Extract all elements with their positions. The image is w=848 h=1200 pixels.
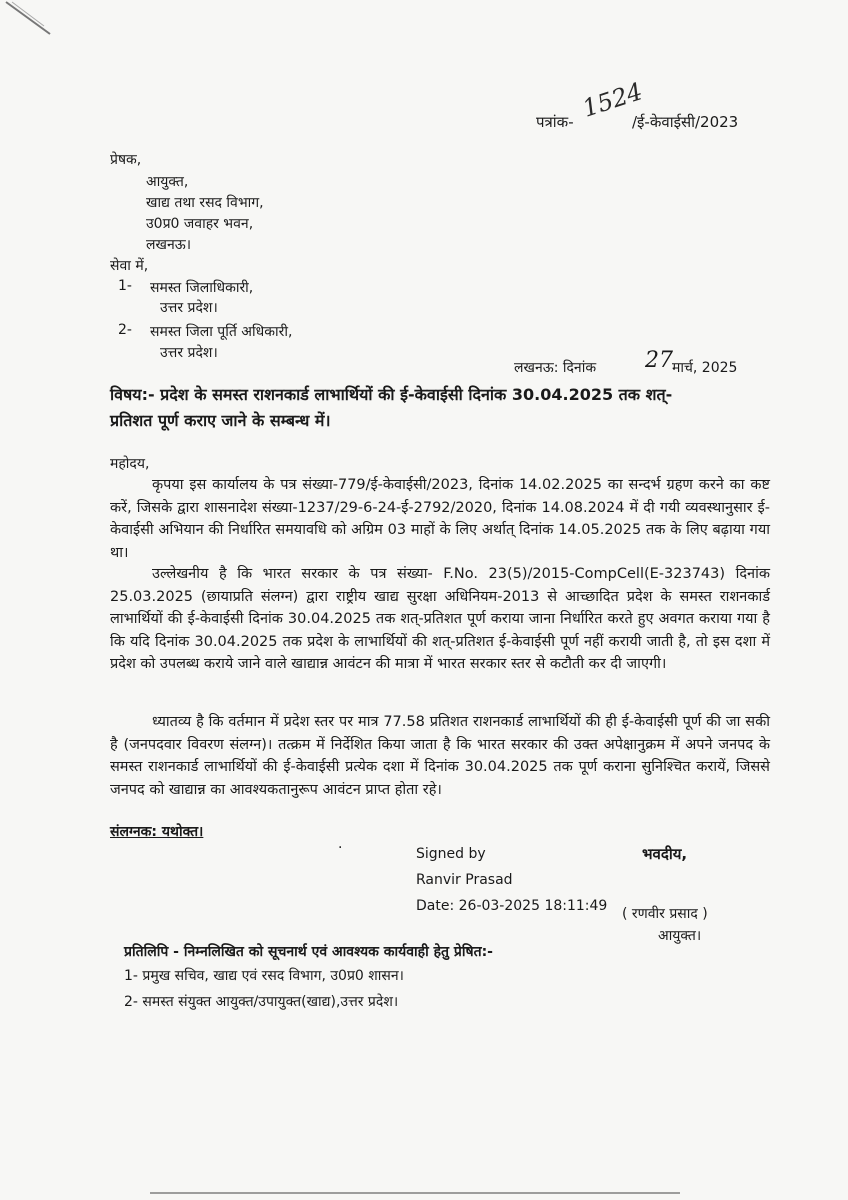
signer-hindi-name: ( रणवीर प्रसाद ) [622,906,708,922]
sender-line: उ0प्र0 जवाहर भवन, [146,216,254,232]
scan-edge-mark [4,0,54,40]
signature-date: Date: 26-03-2025 18:11:49 [416,898,608,914]
recipients-label: सेवा में, [110,258,149,274]
sender-line: खाद्य तथा रसद विभाग, [146,195,264,211]
recipient-line: उत्तर प्रदेश। [160,300,218,316]
date-day-handwritten: 27 [645,348,673,373]
body-paragraph [110,563,770,676]
paragraph-text: ध्यातव्य है कि वर्तमान में प्रदेश स्तर पर मात्र 77.58 प्रतिशत राशनकार्ड लाभार्थियों की ही ई-केवाईसी पूर्ण की जा सकी है (जनपदवार विवरण संलग्न)। तत्क्रम में निर्देशित किया जाता है कि भारत सरकार की उक्त अपेक्षानुक्रम में अपने जनपद के समस्त राशनकार्ड लाभार्थियों की ई-केवाईसी प्रत्येक दशा में दिनांक 30.04.2025 तक पूर्ण कराना सुनिश्चित करायें, जिससे जनपद को खाद्यान्न का आवश्यकतानुरूप आवंटन प्राप्त होता रहे। [110,714,770,798]
copy-item: 1- प्रमुख सचिव, खाद्य एवं रसद विभाग, उ0प्र0 शासन। [124,968,404,984]
closing: भवदीय, [642,845,688,863]
subject [110,382,765,434]
paragraph-text: उल्लेखनीय है कि भारत सरकार के पत्र संख्या- F.No. 23(5)/2015-CompCell(E-323743) दिनांक 25.03.2025 (छायाप्रति संलग्न) द्वारा राष्ट्रीय खाद्य सुरक्षा अधिनियम-2013 से आच्छादित प्रदेश के समस्त राशनकार्ड लाभार्थियों की ई-केवाईसी दिनांक 30.04.2025 तक शत्-प्रतिशत पूर्ण कराया जाना निर्धारित करते हुए अवगत कराया गया है कि यदि दिनांक 30.04.2025 तक प्रदेश के लाभार्थियों की शत्-प्रतिशत ई-केवाईसी पूर्ण नहीं करायी जाती है, तो इस दशा में प्रदेश को उपलब्ध कराये जाने वाले खाद्यान्न आवंटन की मात्रा में भारत सरकार स्तर से कटौती कर दी जाएगी। [110,566,770,672]
recipient-number: 2- [118,322,132,338]
sender-line: आयुक्त, [146,174,189,190]
signer-designation: आयुक्त। [658,928,702,944]
body-paragraph [110,711,770,801]
signed-by-label: Signed by [416,846,486,862]
signer-name: Ranvir Prasad [416,872,513,888]
subject-line: प्रतिशत पूर्ण कराए जाने के सम्बन्ध में। [110,411,331,430]
stray-dot: · [338,840,343,856]
scan-bottom-edge [150,1192,680,1194]
recipient-number: 1- [118,278,132,294]
recipient-line: समस्त जिला पूर्ति अधिकारी, [150,324,293,340]
copy-item: 2- समस्त संयुक्त आयुक्त/उपायुक्त(खाद्य),उत्तर प्रदेश। [124,994,399,1010]
sender-label: प्रेषक, [110,152,142,168]
copy-heading: प्रतिलिपि - निम्नलिखित को सूचनार्थ एवं आवश्यक कार्यवाही हेतु प्रेषित:- [124,944,493,960]
recipient-line: उत्तर प्रदेश। [160,345,218,361]
reference-suffix: /ई-केवाईसी/2023 [632,113,739,131]
paragraph-text: कृपया इस कार्यालय के पत्र संख्या-779/ई-केवाईसी/2023, दिनांक 14.02.2025 का सन्दर्भ ग्रहण करने का कष्ट करें, जिसके द्वारा शासनादेश संख्या-1237/29-6-24-ई-2792/2020, दिनांक 14.08.2024 में दी गयी व्यवस्थानुसार ई-केवाईसी अभियान की निर्धारित समयावधि को अग्रिम 03 माहों के लिए अर्थात् दिनांक 14.05.2025 तक के लिए बढ़ाया गया था। [110,477,770,561]
recipient-line: समस्त जिलाधिकारी, [150,280,254,296]
reference-prefix: पत्रांक- [536,113,574,131]
date-suffix: मार्च, 2025 [672,360,738,376]
enclosure-note: संलग्नक: यथोक्त। [110,824,204,840]
reference-number-handwritten: 1524 [579,77,646,123]
salutation: महोदय, [110,456,150,472]
body-paragraph [110,474,770,564]
subject-line: विषय:- प्रदेश के समस्त राशनकार्ड लाभार्थियों की ई-केवाईसी दिनांक 30.04.2025 तक शत्- [110,385,673,404]
sender-line: लखनऊ। [146,237,192,253]
date-prefix: लखनऊ: दिनांक [514,360,597,376]
